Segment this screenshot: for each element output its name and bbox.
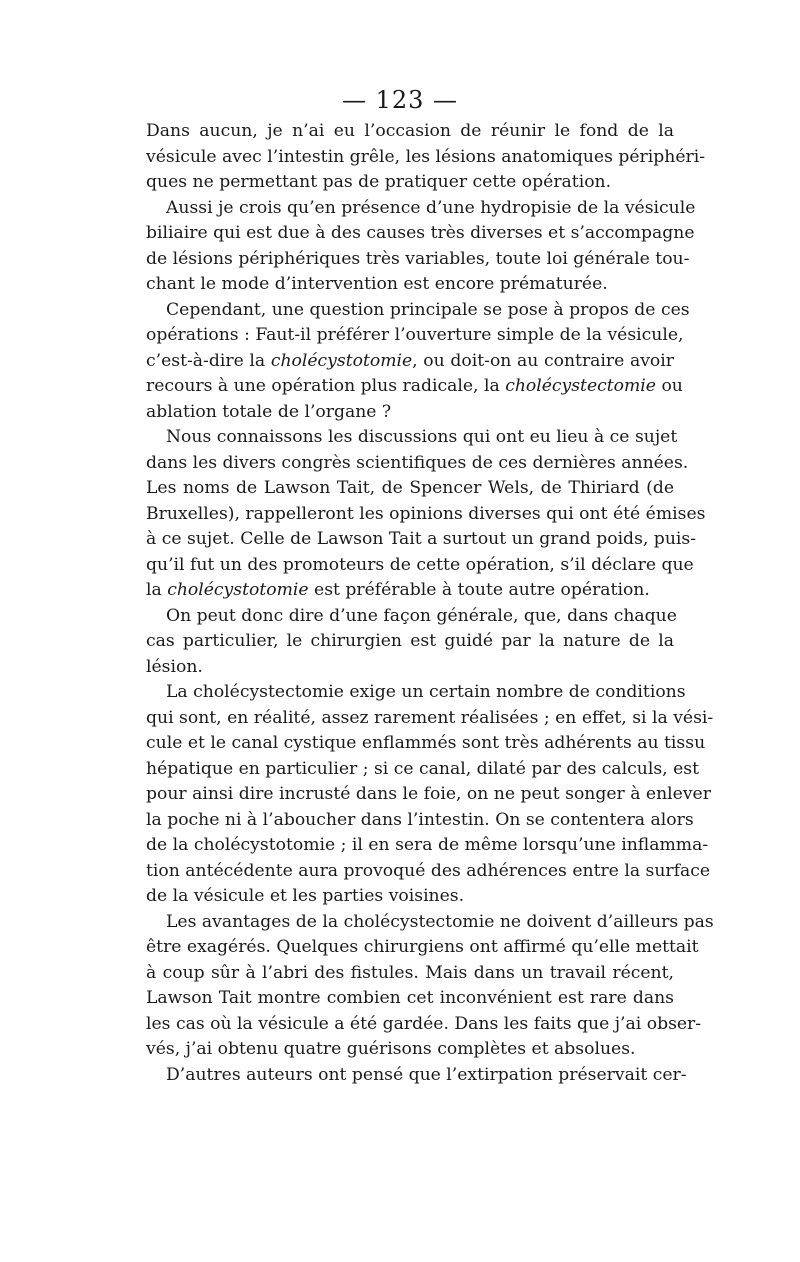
text-line: vés, j’ai obtenu quatre guérisons complètes et absolues.: [146, 1039, 636, 1059]
text-line: La cholécystectomie exige un certain nombre de conditions: [166, 682, 686, 702]
text-run: est préférable à toute autre opération.: [308, 580, 650, 600]
text-line: Les avantages de la cholécystectomie ne doivent d’ailleurs pas: [166, 911, 714, 932]
text-line: [146, 374, 683, 400]
text-line: On peut donc dire d’une façon générale, que, dans chaque: [166, 605, 677, 626]
text-line: ablation totale de l’organe ?: [146, 401, 392, 422]
text-run: c’est-à-dire la: [146, 350, 271, 371]
text-line: de lésions périphériques très variables, toute loi générale tou-: [146, 248, 690, 269]
page-number: — 123 —: [341, 86, 459, 114]
text-line: qui sont, en réalité, assez rarement réalisées ; en effet, si la vési-: [146, 707, 714, 728]
italic-term: cholécystotomie: [270, 350, 413, 371]
text-line: Les noms de Lawson Tait, de Spencer Wels, de Thiriard (de: [146, 478, 674, 498]
italic-term: cholécystectomie: [505, 376, 656, 396]
text-line: vésicule avec l’intestin grêle, les lésions anatomiques périphéri-: [146, 146, 706, 167]
text-run: , ou doit-on au contraire avoir: [412, 350, 674, 371]
text-line: biliaire qui est due à des causes très diverses et s’accompagne: [146, 223, 695, 243]
text-line: Nous connaissons les discussions qui ont eu lieu à ce sujet: [166, 427, 678, 447]
italic-term: cholécystotomie: [167, 580, 309, 600]
text-line: lésion.: [146, 656, 203, 677]
text-line: tion antécédente aura provoqué des adhérences entre la surface: [146, 860, 711, 881]
text-line: [146, 349, 674, 375]
text-line: de la cholécystotomie ; il en sera de même lorsqu’une inflamma-: [146, 835, 709, 855]
text-line: cule et le canal cystique enflammés sont très adhérents au tissu: [146, 733, 706, 753]
text-line: D’autres auteurs ont pensé que l’extirpation préservait cer-: [166, 1064, 687, 1085]
text-line: de la vésicule et les parties voisines.: [146, 886, 465, 906]
text-line: la poche ni à l’aboucher dans l’intestin. On se contentera alors: [146, 809, 694, 830]
text-line: Aussi je crois qu’en présence d’une hydropisie de la vésicule: [166, 197, 696, 218]
text-line: Lawson Tait montre combien cet inconvénient est rare dans: [146, 988, 674, 1008]
text-run: la: [146, 580, 168, 600]
text-line: hépatique en particulier ; si ce canal, dilaté par des calculs, est: [146, 758, 700, 779]
text-line: ques ne permettant pas de pratiquer cette opération.: [146, 172, 612, 192]
text-line: Cependant, une question principale se pose à propos de ces: [166, 299, 690, 320]
text-line: Dans aucun, je n’ai eu l’occasion de réunir le fond de la: [146, 121, 674, 141]
text-line: cas particulier, le chirurgien est guidé par la nature de la: [146, 631, 674, 651]
text-line: être exagérés. Quelques chirurgiens ont affirmé qu’elle mettait: [146, 937, 699, 957]
body-text: [146, 119, 714, 1088]
text-line: pour ainsi dire incrusté dans le foie, on ne peut songer à enlever: [146, 784, 711, 804]
text-line: chant le mode d’intervention est encore prématurée.: [146, 274, 608, 294]
text-line: opérations : Faut-il préférer l’ouverture simple de la vésicule,: [146, 325, 684, 345]
text-run: recours à une opération plus radicale, la: [146, 376, 506, 396]
text-line: qu’il fut un des promoteurs de cette opération, s’il déclare que: [146, 554, 694, 575]
text-line: [146, 578, 674, 604]
text-line: dans les divers congrès scientifiques de ces dernières années.: [146, 452, 689, 473]
text-line: les cas où la vésicule a été gardée. Dans les faits que j’ai obser-: [146, 1013, 702, 1034]
text-line: Bruxelles), rappelleront les opinions diverses qui ont été émises: [146, 503, 706, 524]
text-run: ou: [655, 376, 683, 396]
text-line: à coup sûr à l’abri des fistules. Mais dans un travail récent,: [146, 962, 674, 983]
text-line: à ce sujet. Celle de Lawson Tait a surtout un grand poids, puis-: [146, 529, 697, 549]
